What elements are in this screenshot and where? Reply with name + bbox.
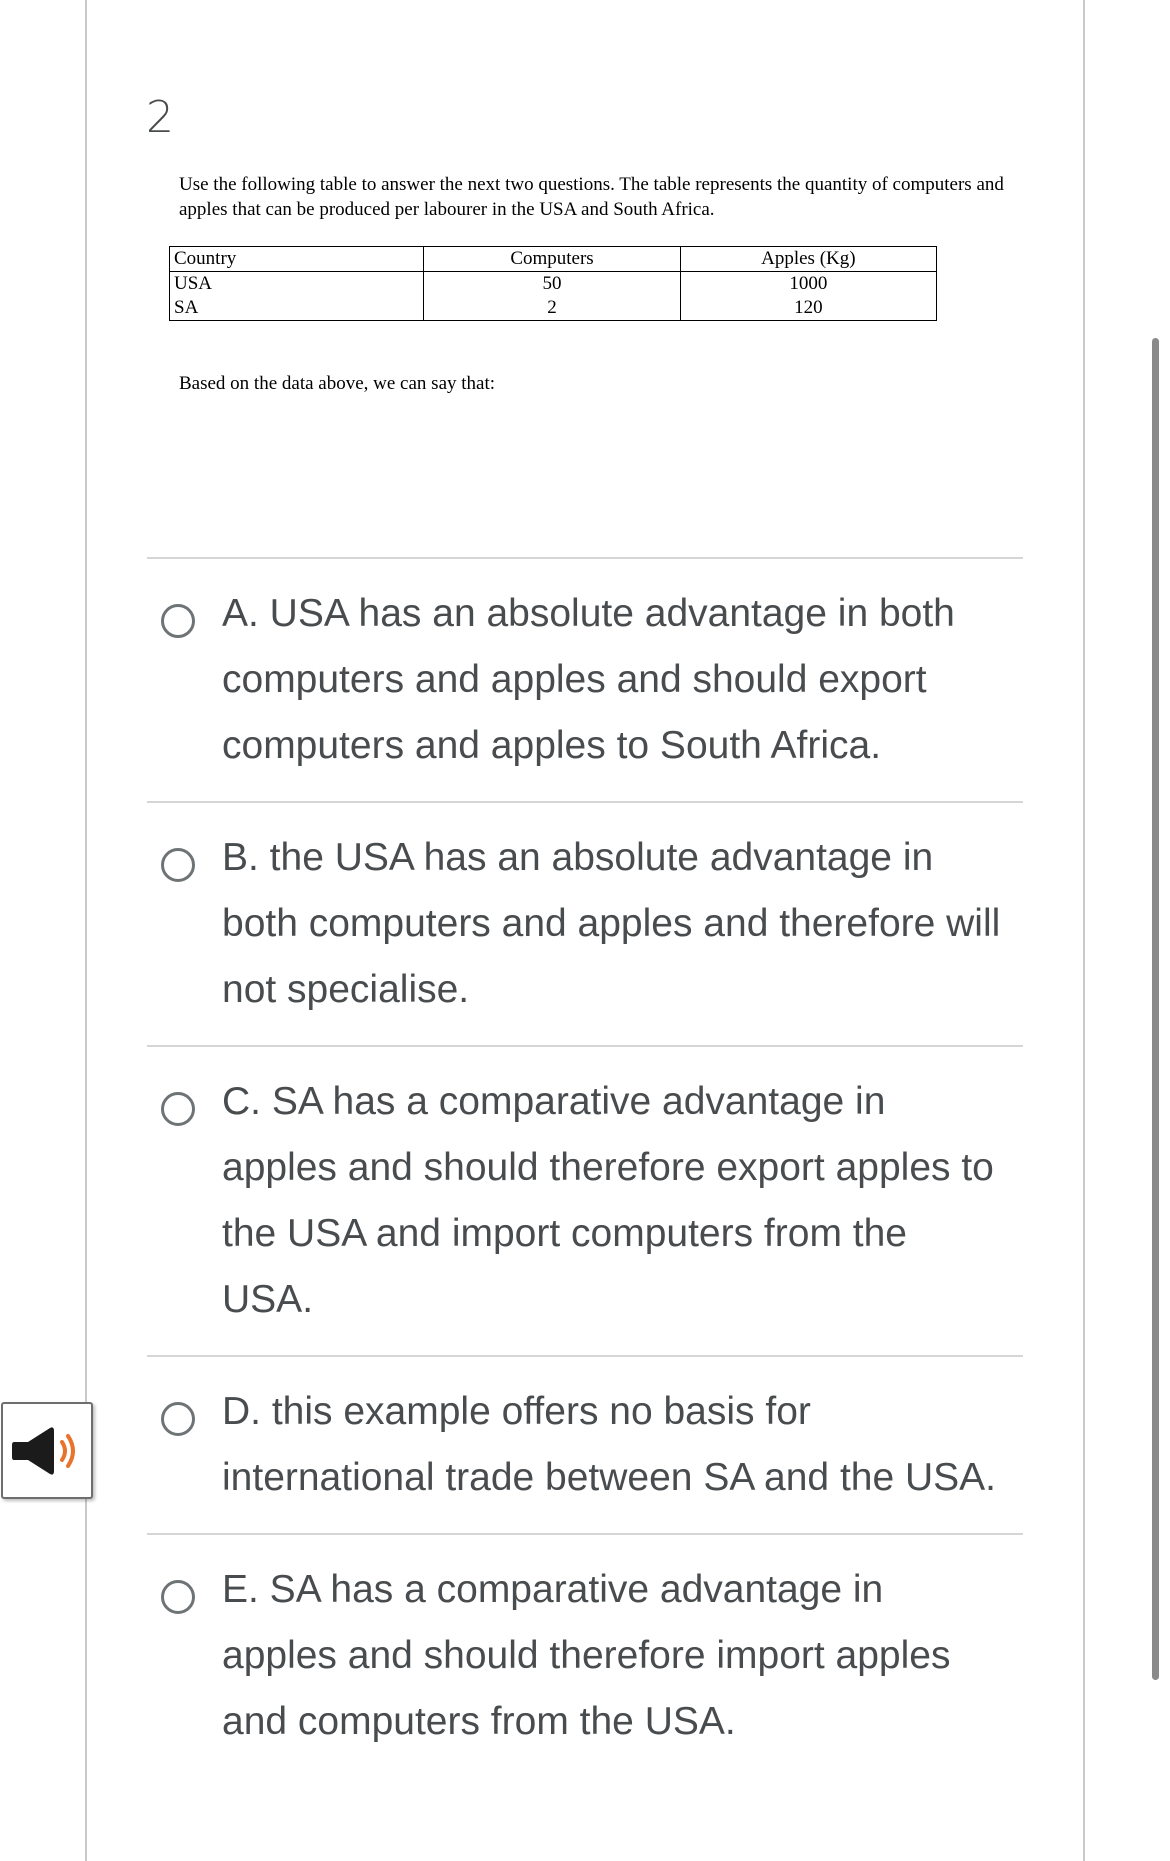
table-row xyxy=(170,272,937,297)
option-a-label[interactable]: A. USA has an absolute advantage in both computers and apples and should export computers and apples to South Africa. xyxy=(222,592,955,767)
frame-left-border xyxy=(85,0,87,1861)
table-row xyxy=(170,296,937,321)
frame-right-border xyxy=(1083,0,1085,1861)
option-b[interactable] xyxy=(147,801,1023,1045)
radio-button-b[interactable] xyxy=(161,848,195,882)
table-header-apples: Apples (Kg) xyxy=(680,247,936,272)
table-header-country: Country xyxy=(170,247,424,272)
radio-button-e[interactable] xyxy=(161,1580,195,1614)
table-cell: SA xyxy=(170,296,424,321)
answer-options xyxy=(147,557,1023,1777)
question-prompt: Based on the data above, we can say that: xyxy=(179,373,496,394)
table-header-row xyxy=(170,247,937,272)
scrollbar-thumb[interactable] xyxy=(1152,338,1159,1680)
radio-button-d[interactable] xyxy=(161,1402,195,1436)
table-cell: 2 xyxy=(424,296,680,321)
option-e-label[interactable]: E. SA has a comparative advantage in apples and should therefore import apples and computers from the USA. xyxy=(222,1568,951,1743)
radio-button-c[interactable] xyxy=(161,1092,195,1126)
table-cell: 1000 xyxy=(680,272,936,297)
option-a[interactable] xyxy=(147,557,1023,801)
question-intro: Use the following table to answer the next two questions. The table represents the quantity of computers and apples that can be produced per labourer in the USA and South Africa. xyxy=(179,174,1004,220)
table-cell: 50 xyxy=(424,272,680,297)
option-b-label[interactable]: B. the USA has an absolute advantage in both computers and apples and therefore will not specialise. xyxy=(222,836,1001,1011)
radio-button-a[interactable] xyxy=(161,604,195,638)
speaker-icon xyxy=(10,1424,84,1478)
option-c[interactable] xyxy=(147,1045,1023,1355)
read-aloud-button[interactable] xyxy=(1,1402,93,1499)
table-cell: USA xyxy=(170,272,424,297)
table-cell: 120 xyxy=(680,296,936,321)
table-header-computers: Computers xyxy=(424,247,680,272)
option-e[interactable] xyxy=(147,1533,1023,1777)
option-c-label[interactable]: C. SA has a comparative advantage in apples and should therefore export apples to the USA and import computers from the USA. xyxy=(222,1080,994,1321)
production-table xyxy=(169,246,937,321)
option-d[interactable] xyxy=(147,1355,1023,1533)
option-d-label[interactable]: D. this example offers no basis for international trade between SA and the USA. xyxy=(222,1390,997,1499)
question-number: 2 xyxy=(146,92,174,143)
